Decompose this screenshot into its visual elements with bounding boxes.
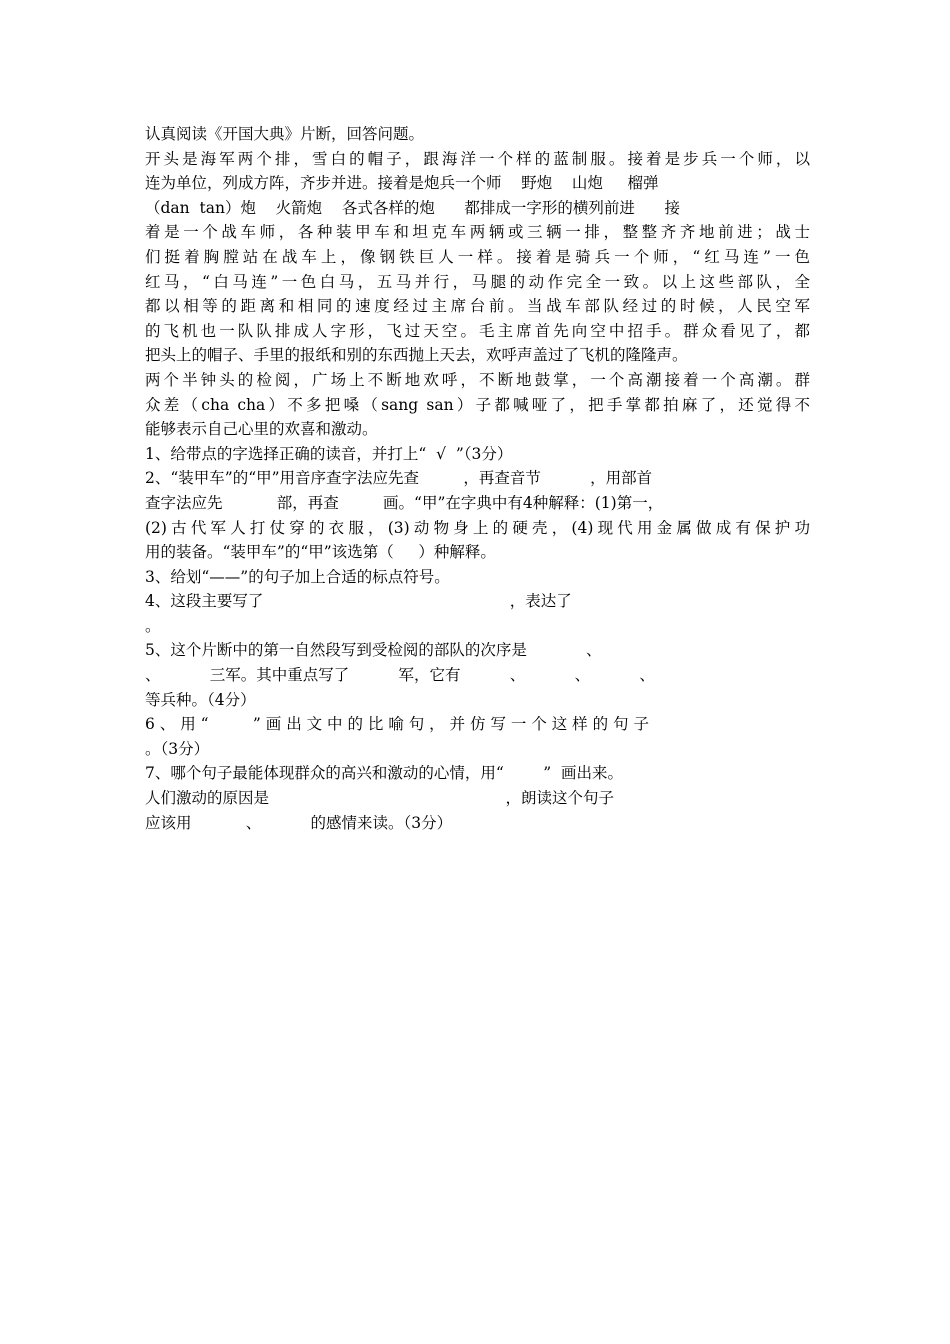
question-1: 1、给带点的字选择正确的读音，并打上“ √ ”（3分） xyxy=(145,444,513,463)
passage-title: 认真阅读《开国大典》片断，回答问题。 xyxy=(145,125,425,143)
question-2-cont: (2)古代军人打仗穿的衣服，(3)动物身上的硬壳，(4)现代用金属做成有保护功 xyxy=(145,518,810,537)
question-4: 4、这段主要写了 ，表达了 xyxy=(145,592,572,611)
passage-line: 能够表示自己心里的欢喜和激动。 xyxy=(145,420,378,439)
question-3: 3、给划“——”的句子加上合适的标点符号。 xyxy=(145,567,450,586)
question-2-cont: 用的装备。“装甲车”的“甲”该选第（ ）种解释。 xyxy=(145,543,496,562)
question-7: 7、哪个句子最能体现群众的高兴和激动的心情，用“ ” 画出来。 xyxy=(145,764,623,783)
passage-line: 开头是海军两个排，雪白的帽子，跟海洋一个样的蓝制服。接着是步兵一个师，以 xyxy=(145,149,810,168)
document-page xyxy=(145,122,810,835)
passage-line: 红马，“白马连”一色白马，五马并行，马腿的动作完全一致。以上这些部队，全 xyxy=(145,272,810,291)
question-2-cont: 查字法应先 部，再查 画。“甲”在字典中有4种解释：(1)第一， xyxy=(145,493,664,512)
question-6-cont: 。（3分） xyxy=(145,739,210,758)
passage-line: 众差（cha cha）不多把嗓（sang san）子都喊哑了，把手掌都拍麻了，还觉得不 xyxy=(145,395,810,414)
passage-line: 把头上的帽子、手里的报纸和别的东西抛上天去，欢呼声盖过了飞机的隆隆声。 xyxy=(145,346,688,365)
passage-line: 连为单位，列成方阵，齐步并进。接着是炮兵一个师 野炮 山炮 榴弹 xyxy=(145,174,659,193)
question-6: 6 、 用 “ ” 画 出 文 中 的 比 喻 句 ， 并 仿 写 一 个 这 样 的 句 子 xyxy=(145,715,649,734)
question-7-cont: 应该用 、 的感情来读。（3分） xyxy=(145,813,453,832)
passage-line: 的飞机也一队队排成人字形，飞过天空。毛主席首先向空中招手。群众看见了，都 xyxy=(145,321,810,340)
passage-line: 都以相等的距离和相同的速度经过主席台前。当战车部队经过的时候，人民空军 xyxy=(145,297,810,316)
question-7-cont: 人们激动的原因是 ，朗读这个句子 xyxy=(145,789,614,808)
passage-line: 两个半钟头的检阅，广场上不断地欢呼，不断地鼓掌，一个高潮接着一个高潮。群 xyxy=(145,370,810,389)
question-5-cont: 等兵种。（4分） xyxy=(145,690,256,709)
question-5: 5、这个片断中的第一自然段写到受检阅的部队的次序是 、 xyxy=(145,641,602,660)
question-5-cont: 、 三军。其中重点写了 军，它有 、 、 、 xyxy=(145,666,655,685)
passage-line: 着是一个战车师，各种装甲车和坦克车两辆或三辆一排，整整齐齐地前进；战士 xyxy=(145,223,810,242)
question-2: 2、“装甲车”的“甲”用音序查字法应先查 ，再查音节 ，用部首 xyxy=(145,469,653,488)
question-4-cont: 。 xyxy=(145,616,161,635)
passage-line: （dan tan）炮 火箭炮 各式各样的炮 都排成一字形的横列前进 接 xyxy=(145,198,680,217)
passage-line: 们挺着胸膛站在战车上，像钢铁巨人一样。接着是骑兵一个师，“红马连”一色 xyxy=(145,247,810,266)
